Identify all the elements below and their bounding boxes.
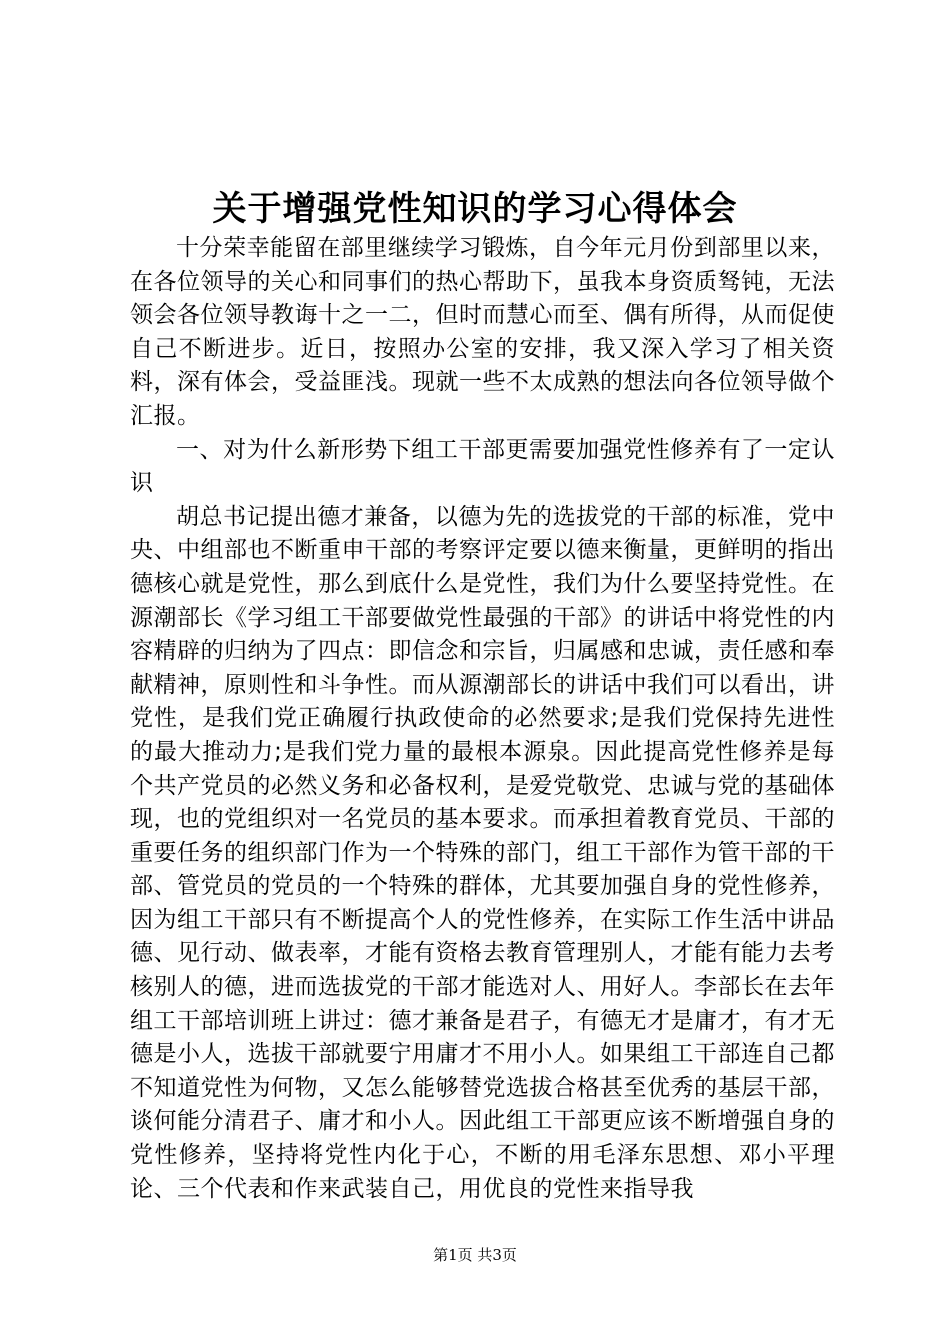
paragraph-intro: 十分荣幸能留在部里继续学习锻炼，自今年元月份到部里以来，在各位领导的关心和同事们的热心帮助下，虽我本身资质驽钝，无法领会各位领导教诲十之一二，但时而慧心而至、偶有所得，从而促使自己不断进步。近日，按照办公室的安排，我又深入学习了相关资料，深有体会，受益匪浅。现就一些不太成熟的想法向各位领导做个汇报。 — [130, 235, 835, 429]
page-number-footer: 第1页 共3页 — [433, 1246, 517, 1264]
document-title: 关于增强党性知识的学习心得体会 — [212, 189, 738, 229]
document-body — [130, 232, 835, 1206]
paragraph-section-1: 胡总书记提出德才兼备，以德为先的选拔党的干部的标准，党中央、中组部也不断重申干部的考察评定要以德来衡量，更鲜明的指出德核心就是党性，那么到底什么是党性，我们为什么要坚持党性。在源潮部长《学习组工干部要做党性最强的干部》的讲话中将党性的内容精辟的归纳为了四点：即信念和宗旨，归属感和忠诚，责任感和奉献精神，原则性和斗争性。而从源潮部长的讲话中我们可以看出，讲党性，是我们党正确履行执政使命的必然要求;是我们党保持先进性的最大推动力;是我们党力量的最根本源泉。因此提高党性修养是每个共产党员的必然义务和必备权利，是爱党敬党、忠诚与党的基础体现，也的党组织对一名党员的基本要求。而承担着教育党员、干部的重要任务的组织部门作为一个特殊的部门，组工干部作为管干部的干部、管党员的党员的一个特殊的群体，尤其要加强自身的党性修养，因为组工干部只有不断提高个人的党性修养，在实际工作生活中讲品德、见行动、做表率，才能有资格去教育管理别人，才能有能力去考核别人的德，进而选拔党的干部才能选对人、用好人。李部长在去年组工干部培训班上讲过：德才兼备是君子，有德无才是庸才，有才无德是小人，选拔干部就要宁用庸才不用小人。如果组工干部连自己都不知道党性为何物，又怎么能够替党选拔合格甚至优秀的基层干部，谈何能分清君子、庸才和小人。因此组工干部更应该不断增强自身的党性修养，坚持将党性内化于心，不断的用毛泽东思想、邓小平理论、三个代表和作来武装自己，用优良的党性来指导我 — [130, 503, 835, 1202]
section-heading-1: 一、对为什么新形势下组工干部更需要加强党性修养有了一定认识 — [130, 436, 835, 497]
